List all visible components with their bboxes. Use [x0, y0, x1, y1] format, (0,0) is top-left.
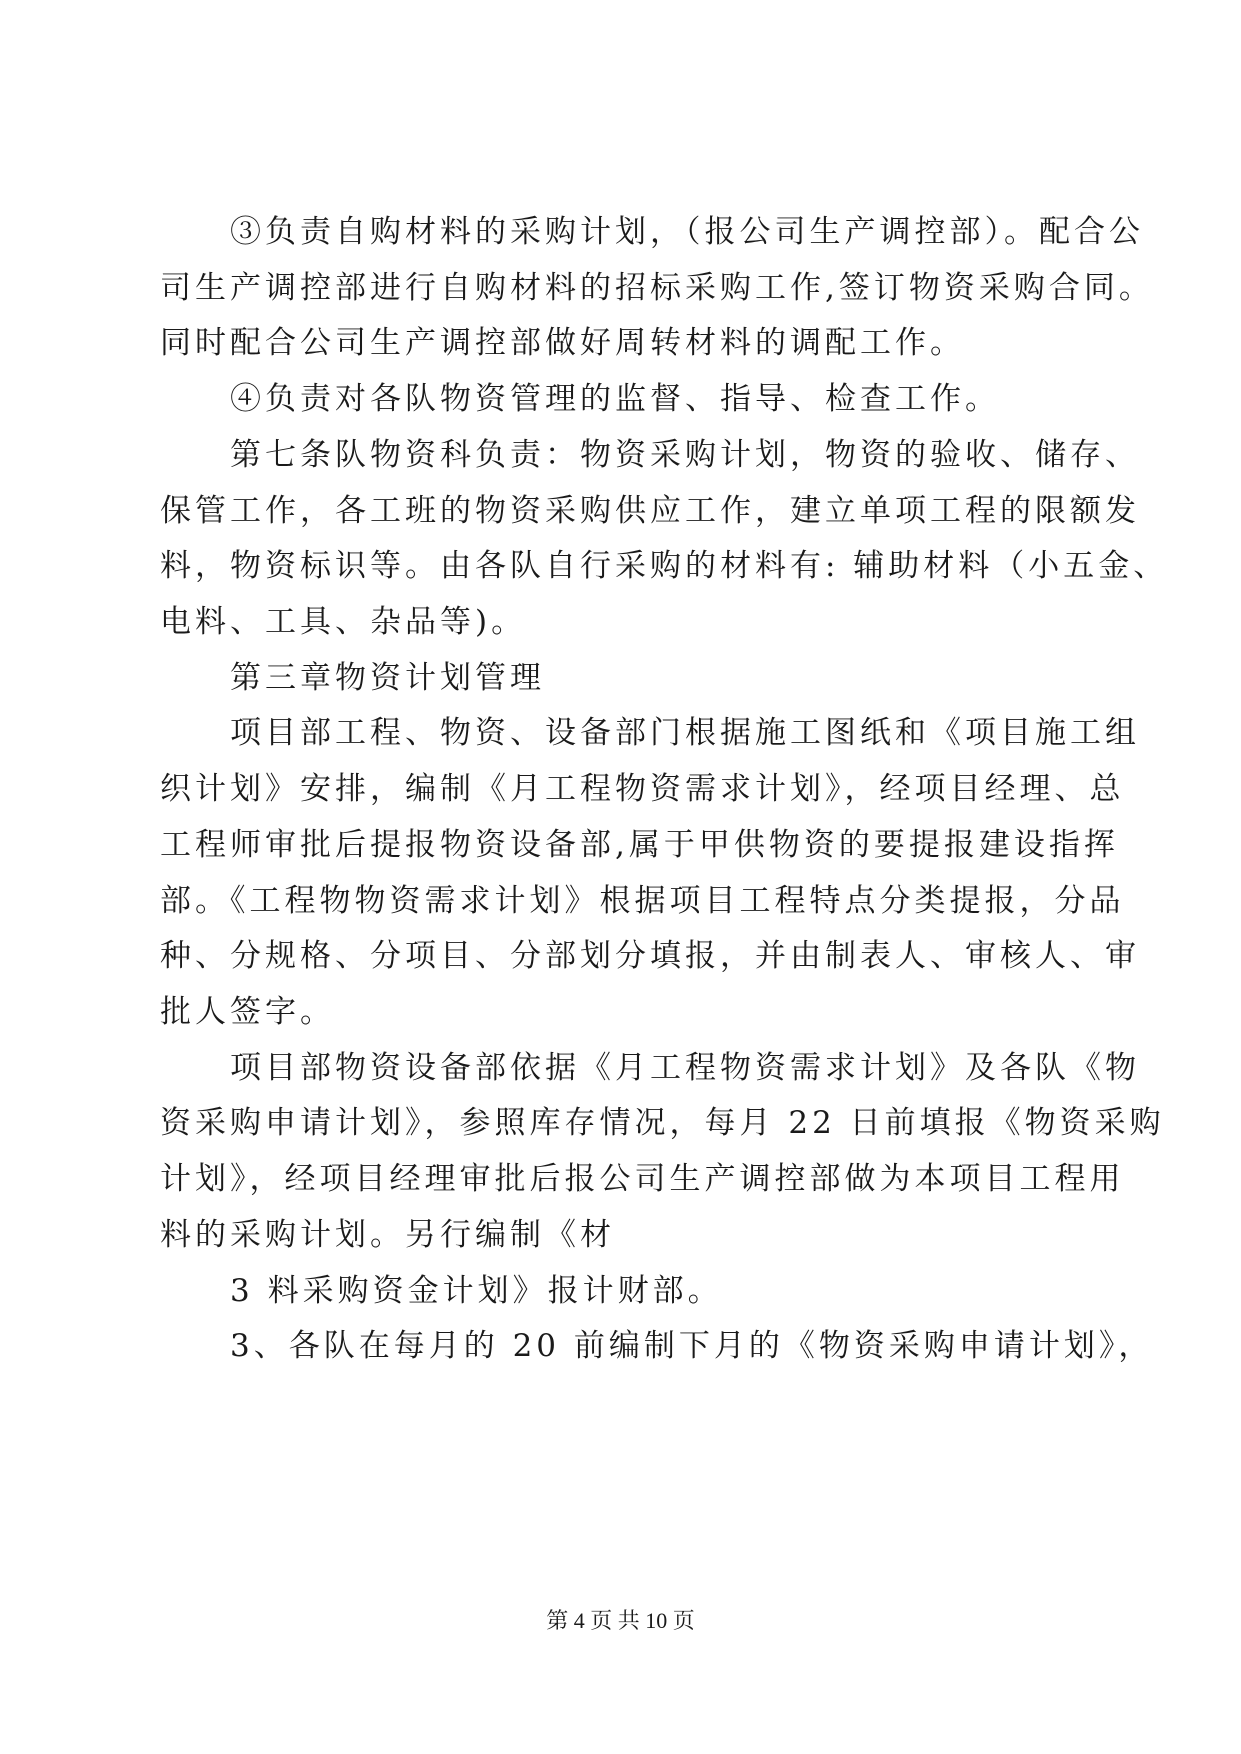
paragraph-line: 3 料采购资金计划》报计财部。 — [230, 1273, 723, 1309]
paragraph-line: 项目部工程、物资、设备部门根据施工图纸和《项目施工组 — [230, 715, 1140, 751]
paragraph-line: 第七条队物资科负责：物资采购计划，物资的验收、储存、 — [230, 437, 1140, 473]
paragraph-line: 种、分规格、分项目、分部划分填报，并由制表人、审核人、审 — [160, 938, 1140, 974]
paragraph-line: 资采购申请计划》，参照库存情况，每月 22 日前填报《物资采购 — [160, 1105, 1165, 1141]
paragraph-line: 计划》，经项目经理审批后报公司生产调控部做为本项目工程用 — [160, 1161, 1125, 1197]
paragraph-line: 工程师审批后提报物资设备部,属于甲供物资的要提报建设指挥 — [160, 827, 1119, 863]
paragraph-line: 项目部物资设备部依据《月工程物资需求计划》及各队《物 — [230, 1050, 1140, 1086]
paragraph-line: 3、各队在每月的 20 前编制下月的《物资采购申请计划》， — [230, 1328, 1154, 1364]
paragraph-line: 料，物资标识等。由各队自行采购的材料有: 辅助材料（小五金、 — [160, 548, 1169, 584]
paragraph-line: 同时配合公司生产调控部做好周转材料的调配工作。 — [160, 325, 965, 361]
paragraph-line: 料的采购计划。另行编制《材 — [160, 1217, 615, 1253]
paragraph-line: 电料、工具、杂品等)。 — [160, 604, 527, 640]
paragraph-line: 保管工作，各工班的物资采购供应工作，建立单项工程的限额发 — [160, 493, 1140, 529]
paragraph-line: 织计划》安排，编制《月工程物资需求计划》，经项目经理、总 — [160, 771, 1125, 807]
paragraph-line: 批人签字。 — [160, 994, 335, 1030]
paragraph-line: ④负责对各队物资管理的监督、指导、检查工作。 — [230, 381, 1000, 417]
section-heading: 第三章物资计划管理 — [230, 660, 545, 696]
paragraph-line: ③负责自购材料的采购计划，（报公司生产调控部）。配合公 — [230, 214, 1144, 250]
paragraph-line: 部。《工程物物资需求计划》根据项目工程特点分类提报，分品 — [160, 883, 1125, 919]
page-number-footer: 第 4 页 共 10 页 — [546, 1608, 695, 1633]
paragraph-line: 司生产调控部进行自购材料的招标采购工作,签订物资采购合同。 — [160, 270, 1154, 306]
